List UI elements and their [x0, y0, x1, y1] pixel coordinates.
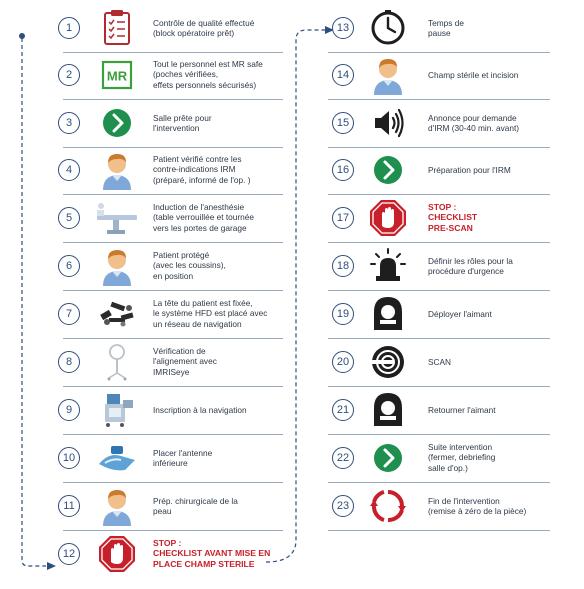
step-number-badge: 7 — [58, 303, 80, 325]
workflow-step-23 — [0, 486, 584, 526]
step-text-line: PRE-SCAN — [428, 222, 473, 233]
row-separator — [63, 194, 283, 195]
stop-hand-icon — [366, 198, 410, 238]
step-text-line: l'intervention — [153, 123, 200, 134]
step-text-line: inférieure — [153, 458, 188, 469]
step-description — [428, 256, 513, 277]
step-number-badge: 15 — [332, 112, 354, 134]
step-description — [428, 496, 526, 517]
row-separator — [63, 290, 283, 291]
step-number-badge: 3 — [58, 112, 80, 134]
step-description — [428, 165, 511, 175]
cycle-arrows-icon — [366, 486, 410, 526]
workflow-step-14 — [0, 55, 584, 95]
step-text-line: contre-indications IRM — [153, 164, 236, 175]
workflow-step-12 — [0, 534, 584, 574]
step-text-line: (remise à zéro de la pièce) — [428, 506, 527, 517]
row-separator — [63, 338, 283, 339]
step-text-line: Déployer l'aimant — [428, 309, 492, 319]
row-separator — [328, 530, 550, 531]
workflow-step-19 — [0, 294, 584, 334]
row-separator — [63, 242, 283, 243]
step-text-line: Annonce pour demande — [428, 113, 517, 123]
step-text-line: effets personnels sécurisés) — [153, 79, 257, 90]
step-text-line: SCAN — [428, 357, 452, 367]
step-number-badge: 19 — [332, 303, 354, 325]
step-text-line: d'IRM (30-40 min. avant) — [428, 123, 520, 134]
step-number-badge: 14 — [332, 64, 354, 86]
workflow-step-18 — [0, 246, 584, 286]
step-text-line: Préparation pour l'IRM — [428, 165, 511, 175]
step-text-line: Placer l'antenne — [153, 448, 213, 458]
step-description — [428, 113, 519, 134]
step-text-line: Patient vérifié contre les — [153, 154, 242, 164]
step-number-badge: 5 — [58, 207, 80, 229]
stop-checklist-text — [153, 538, 270, 569]
workflow-step-21 — [0, 390, 584, 430]
step-text-line: en position — [153, 270, 194, 281]
step-description — [428, 18, 464, 39]
step-number-badge: 6 — [58, 255, 80, 277]
step-text-line: Champ stérile et incision — [428, 70, 519, 80]
step-text-line: pause — [428, 28, 451, 39]
step-text-line: (préparé, informé de l'op. ) — [153, 174, 251, 185]
step-text-line: CHECKLIST — [428, 212, 478, 223]
mri-magnet-icon — [366, 294, 410, 334]
workflow-step-22 — [0, 438, 584, 478]
row-separator — [63, 434, 283, 435]
row-separator — [63, 52, 283, 53]
step-text-line: (fermer, debriefing — [428, 452, 496, 463]
row-separator — [328, 99, 550, 100]
step-text-line: Vérification de — [153, 346, 206, 356]
step-text-line: le système HFD est placé avec — [153, 308, 268, 319]
step-text-line: Fin de l'intervention — [428, 496, 500, 506]
step-text-line: IMRISeye — [153, 366, 190, 377]
workflow-step-17 — [0, 198, 584, 238]
step-text-line: STOP : — [153, 538, 182, 548]
step-description — [428, 70, 518, 80]
clock-icon — [366, 8, 410, 48]
step-text-line: Salle prête pour — [153, 113, 212, 123]
row-separator — [63, 482, 283, 483]
step-number-badge: 17 — [332, 207, 354, 229]
step-number-badge: 22 — [332, 447, 354, 469]
svg-text:MR: MR — [106, 68, 128, 84]
step-number-badge: 16 — [332, 159, 354, 181]
step-number-badge: 21 — [332, 399, 354, 421]
step-number-badge: 4 — [58, 159, 80, 181]
workflow-step-20 — [0, 342, 584, 382]
stop-checklist-text — [428, 202, 477, 233]
step-text-line: Retourner l'aimant — [428, 405, 496, 415]
step-text-line: Inscription à la navigation — [153, 405, 247, 415]
patient-icon — [366, 55, 410, 95]
step-description — [428, 309, 492, 319]
step-text-line: Prép. chirurgicale de la — [153, 496, 238, 506]
step-text-line: salle d'op.) — [428, 462, 468, 473]
workflow-step-13 — [0, 8, 584, 48]
row-separator — [328, 338, 550, 339]
step-description — [428, 357, 451, 367]
step-text-line: (avec les coussins), — [153, 260, 226, 271]
step-number-badge: 9 — [58, 399, 80, 421]
row-separator — [63, 530, 283, 531]
row-separator — [328, 434, 550, 435]
step-number-badge: 2 — [58, 64, 80, 86]
step-text-line: Induction de l'anesthésie — [153, 202, 245, 212]
step-text-line: La tête du patient est fixée, — [153, 298, 253, 308]
stop-hand-icon — [95, 534, 139, 574]
step-number-badge: 10 — [58, 447, 80, 469]
step-text-line: Définir les rôles pour la — [428, 256, 513, 266]
step-text-line: CHECKLIST AVANT MISE EN — [153, 548, 271, 559]
step-number-badge: 13 — [332, 17, 354, 39]
step-number-badge: 1 — [58, 17, 80, 39]
row-separator — [328, 386, 550, 387]
scan-icon — [366, 342, 410, 382]
chevron-circle-icon — [366, 438, 410, 478]
step-text-line: procédure d'urgence — [428, 266, 504, 277]
speaker-icon — [366, 103, 410, 143]
step-text-line: PLACE CHAMP STERILE — [153, 558, 255, 569]
mri-magnet-icon — [366, 390, 410, 430]
step-text-line: (block opératoire prêt) — [153, 28, 235, 39]
step-number-badge: 11 — [58, 495, 80, 517]
step-text-line: l'alignement avec — [153, 356, 217, 367]
row-separator — [328, 194, 550, 195]
step-number-badge: 20 — [332, 351, 354, 373]
row-separator — [63, 386, 283, 387]
step-text-line: (table verrouillée et tournée — [153, 212, 255, 223]
step-number-badge: 8 — [58, 351, 80, 373]
row-separator — [328, 242, 550, 243]
row-separator — [63, 147, 283, 148]
step-number-badge: 18 — [332, 255, 354, 277]
step-text-line: STOP : — [428, 202, 457, 212]
step-text-line: (poches vérifiées, — [153, 69, 219, 80]
alarm-beacon-icon — [366, 246, 410, 286]
step-text-line: Contrôle de qualité effectué — [153, 18, 255, 28]
row-separator — [328, 52, 550, 53]
step-description — [428, 405, 496, 415]
step-text-line: un réseau de navigation — [153, 318, 242, 329]
row-separator — [328, 147, 550, 148]
step-text-line: Patient protégé — [153, 250, 210, 260]
step-number-badge: 23 — [332, 495, 354, 517]
workflow-step-15 — [0, 103, 584, 143]
row-separator — [63, 99, 283, 100]
step-text-line: vers les portes de garage — [153, 222, 247, 233]
row-separator — [328, 482, 550, 483]
chevron-circle-icon — [366, 150, 410, 190]
row-separator — [328, 290, 550, 291]
workflow-step-16 — [0, 150, 584, 190]
step-number-badge: 12 — [58, 543, 80, 565]
step-text-line: Suite intervention — [428, 442, 493, 452]
step-text-line: Temps de — [428, 18, 464, 28]
step-text-line: peau — [153, 506, 172, 517]
step-text-line: Tout le personnel est MR safe — [153, 59, 263, 69]
step-description — [428, 442, 495, 473]
